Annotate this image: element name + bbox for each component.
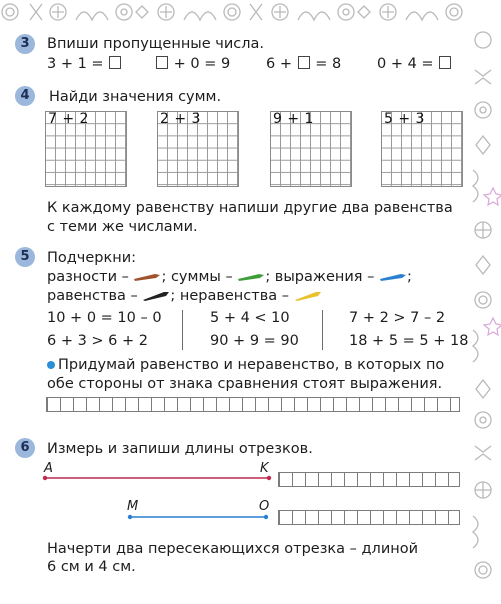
answer-box[interactable] (439, 56, 451, 69)
expression-item[interactable]: 6 + 3 > 6 + 2 (47, 333, 149, 349)
bullet-icon (47, 361, 55, 369)
segment-mo (126, 513, 272, 521)
equation-left: 0 + 4 = (377, 56, 434, 72)
column-divider (182, 310, 183, 350)
answer-grid[interactable] (270, 111, 352, 187)
column-divider (322, 310, 323, 350)
answer-box[interactable] (298, 56, 310, 69)
black-pencil-icon (142, 290, 170, 302)
equation (266, 55, 341, 73)
task-number-badge: 4 (15, 86, 35, 106)
answer-cells[interactable] (46, 397, 460, 412)
yellow-pencil-icon (294, 290, 322, 302)
instruction-text: 6 см и 4 см. (47, 559, 136, 575)
expression-item[interactable]: 5 + 4 < 10 (210, 310, 290, 326)
legend-equalities: равенства – (47, 288, 138, 304)
equation-left: 3 + 1 = (47, 56, 104, 72)
blue-pencil-icon (379, 272, 407, 282)
answer-box[interactable] (109, 56, 121, 69)
bullet-text: Придумай равенство и неравенство, в которых по (58, 357, 445, 373)
brown-pencil-icon (133, 272, 161, 282)
task-title: Измерь и запиши длины отрезков. (47, 441, 313, 457)
grid-expression: 9 + 1 (273, 111, 314, 127)
answer-cells[interactable] (278, 510, 460, 525)
legend-line (47, 268, 412, 286)
equation-left: 6 + (266, 56, 292, 72)
equation-right: = 8 (315, 56, 342, 72)
answer-cells[interactable] (278, 472, 460, 487)
task-title: Впиши пропущенные числа. (47, 36, 265, 52)
equation (377, 55, 452, 73)
right-ornament-border (461, 0, 501, 604)
green-pencil-icon (237, 272, 265, 282)
task-number-badge: 5 (15, 247, 35, 267)
expression-item[interactable]: 7 + 2 > 7 – 2 (349, 310, 446, 326)
answer-grid[interactable] (381, 111, 463, 187)
task-title: Подчеркни: (47, 250, 137, 266)
grid-expression: 5 + 3 (384, 111, 425, 127)
legend-sums: ; суммы – (161, 269, 233, 285)
equation-right: + 0 = 9 (173, 56, 231, 72)
point-label-m: M (127, 499, 139, 514)
equation (155, 55, 230, 73)
answer-grid[interactable] (157, 111, 239, 187)
legend-differences: разности – (47, 269, 129, 285)
expression-item[interactable]: 90 + 9 = 90 (210, 333, 299, 349)
task-number-badge: 3 (15, 34, 35, 54)
bullet-text: обе стороны от знака сравнения стоят выражения. (47, 376, 443, 392)
expression-item[interactable]: 18 + 5 = 5 + 18 (349, 333, 469, 349)
point-label-a: A (44, 461, 53, 476)
legend-line (47, 287, 322, 305)
equation (47, 55, 122, 73)
legend-separator: ; (406, 269, 412, 285)
top-ornament-border (0, 0, 501, 26)
legend-expressions: ; выражения – (265, 269, 375, 285)
grid-expression: 7 + 2 (48, 111, 89, 127)
answer-box[interactable] (156, 56, 168, 69)
task-title: Найди значения сумм. (49, 89, 222, 105)
point-label-k: K (260, 461, 269, 476)
legend-inequalities: ; неравенства – (170, 288, 290, 304)
instruction-text: К каждому равенству напиши другие два равенства (47, 200, 453, 216)
point-label-o: O (259, 499, 270, 514)
instruction-text: с теми же числами. (47, 219, 198, 235)
segment-ak (40, 474, 275, 482)
expression-item[interactable]: 10 + 0 = 10 – 0 (47, 310, 162, 326)
answer-grid[interactable] (45, 111, 127, 187)
grid-expression: 2 + 3 (160, 111, 201, 127)
task-number-badge: 6 (15, 438, 35, 458)
instruction-text: Начерти два пересекающихся отрезка – длиной (47, 541, 419, 557)
